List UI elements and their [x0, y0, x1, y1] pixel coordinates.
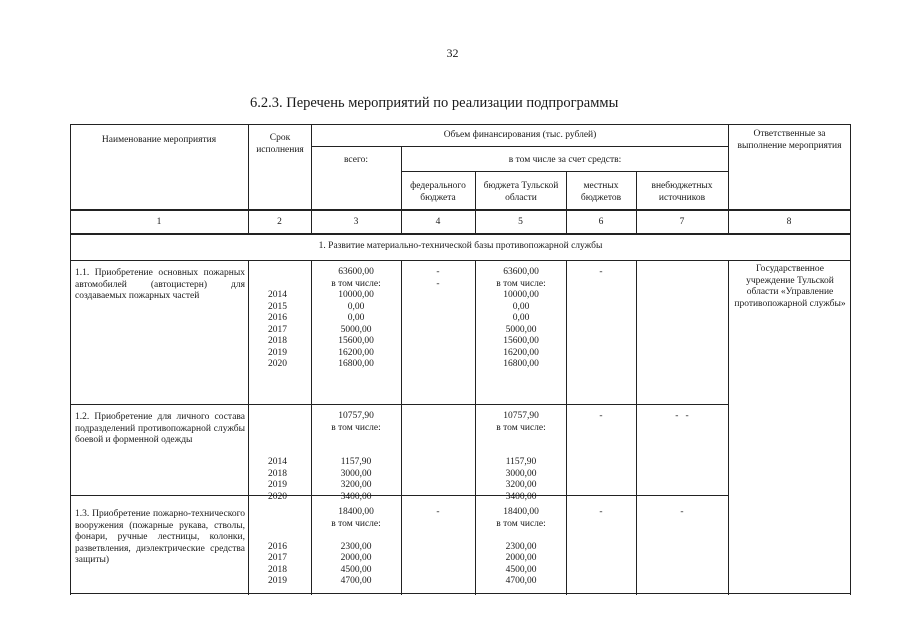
row-regional: 18400,00 в том числе: 2300,00 2000,00 4500,00 4700,00	[496, 507, 546, 586]
page-number: 32	[446, 46, 459, 60]
responsible-cell: Государственное учреждение Тульской области «Управление противопожарной службы»	[734, 264, 846, 309]
section-row: 1. Развитие материально-технической базы противопожарной службы	[318, 241, 603, 251]
header-extra: внебюджетных источников	[651, 181, 713, 203]
grid-line	[850, 125, 851, 595]
grid-line	[728, 260, 729, 595]
grid-line	[636, 260, 637, 595]
col-number: 5	[518, 217, 523, 227]
row-name: 1.1. Приобретение основных пожарных автомобилей (автоцистерн) для создаваемых пожарных частей	[75, 268, 245, 301]
row-local: -	[599, 507, 603, 517]
col-number: 4	[435, 217, 441, 227]
row-extra: - -	[675, 411, 689, 421]
row-years: 2014 2015 2016 2017 2018 2019 2020	[268, 290, 287, 369]
grid-line	[70, 209, 851, 211]
grid-line	[70, 495, 728, 496]
col-number: 8	[786, 217, 792, 227]
row-regional: 63600,00 в том числе: 10000,00 0,00 0,00 5000,00 15600,00 16200,00 16800,00	[496, 267, 546, 369]
header-funding: Объем финансирования (тыс. рублей)	[443, 130, 597, 140]
grid-line	[475, 260, 476, 595]
header-name: Наименование мероприятия	[101, 135, 217, 145]
measures-table	[70, 124, 851, 594]
grid-line	[70, 125, 71, 595]
header-federal: федерального бюджета	[410, 181, 466, 203]
grid-line	[401, 171, 728, 172]
header-total: всего:	[343, 155, 369, 165]
col-number: 1	[156, 217, 162, 227]
section-title: 6.2.3. Перечень мероприятий по реализации подпрограммы	[250, 95, 619, 111]
row-federal: - -	[436, 267, 440, 289]
grid-line	[311, 260, 312, 595]
header-regional: бюджета Тульской области	[483, 181, 559, 203]
header-including: в том числе за счет средств:	[508, 155, 622, 165]
col-number: 6	[598, 217, 604, 227]
row-regional: 10757,90 в том числе: 1157,90 3000,00 3200,00 3400,00	[496, 411, 546, 502]
row-federal: -	[436, 507, 440, 517]
grid-line	[248, 260, 249, 595]
row-local: -	[599, 267, 603, 277]
col-number: 7	[679, 217, 685, 227]
header-term: Срок исполнения	[256, 133, 304, 155]
row-years: 2014 2018 2019 2020	[268, 457, 287, 502]
grid-line	[70, 260, 851, 261]
row-years: 2016 2017 2018 2019	[268, 541, 287, 586]
header-responsible: Ответственные за выполнение мероприятия	[737, 129, 842, 151]
row-total: 18400,00 в том числе: 2300,00 2000,00 4500,00 4700,00	[331, 507, 381, 586]
col-number: 2	[277, 217, 282, 227]
row-name: 1.2. Приобретение для личного состава подразделений противопожарной службы боевой и форменной одежды	[75, 412, 245, 445]
grid-line	[566, 260, 567, 595]
header-local: местных бюджетов	[580, 181, 622, 203]
grid-line	[70, 233, 851, 235]
row-local: -	[599, 411, 603, 421]
row-total: 63600,00 в том числе: 10000,00 0,00 0,00 5000,00 15600,00 16200,00 16800,00	[331, 267, 381, 369]
row-total: 10757,90 в том числе: 1157,90 3000,00 3200,00 3400,00	[331, 411, 381, 502]
row-name: 1.3. Приобретение пожарно-технического вооружения (пожарные рукава, стволы, фонари, ручные лестницы, колонки, разветвления, диэлектрические средства защиты)	[75, 509, 245, 565]
grid-line	[311, 146, 728, 147]
grid-line	[70, 404, 728, 405]
row-extra: -	[680, 507, 684, 517]
grid-line	[401, 260, 402, 595]
col-number: 3	[353, 217, 359, 227]
